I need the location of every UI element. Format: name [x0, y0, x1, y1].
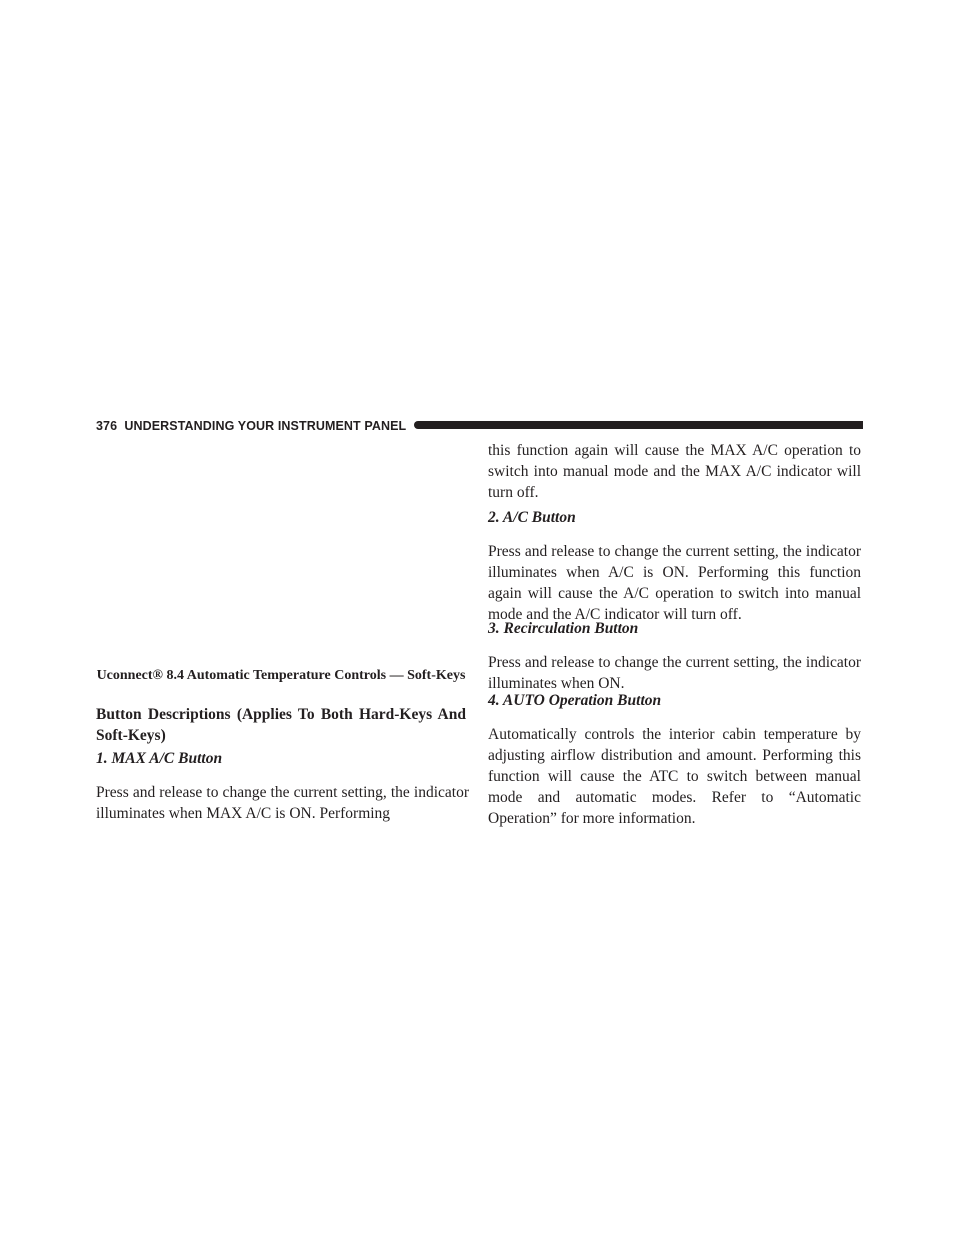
- item-body-ac: Press and release to change the current setting, the indicator illuminates when A/C is ON. Performing this function again will cause the A/C operation to switch into manual mode and the A/C indicator will turn off.: [488, 543, 861, 623]
- item-title-ac: 2. A/C Button: [488, 509, 576, 526]
- item-body-recirculation: Press and release to change the current setting, the indicator illuminates when ON.: [488, 654, 861, 692]
- item-body-max-ac-part2: this function again will cause the MAX A/C operation to switch into manual mode and the MAX A/C indicator will turn off.: [488, 442, 861, 501]
- page-number: 376: [96, 419, 118, 433]
- section-title: UNDERSTANDING YOUR INSTRUMENT PANEL: [124, 419, 407, 433]
- figure-caption: Uconnect® 8.4 Automatic Temperature Controls — Soft-Keys: [96, 668, 466, 683]
- item-body-auto: Automatically controls the interior cabin temperature by adjusting airflow distribution and amount. Performing this function will cause the ATC to switch between manual mode and automatic modes. Refer to “Automatic Operation” for more information.: [488, 726, 861, 827]
- header-rule: [414, 421, 863, 429]
- page-header: [96, 418, 863, 434]
- item-title-max-ac: 1. MAX A/C Button: [96, 750, 223, 767]
- item-title-recirculation: 3. Recirculation Button: [488, 620, 639, 637]
- header-text: [96, 418, 412, 434]
- item-title-auto: 4. AUTO Operation Button: [488, 692, 662, 709]
- section-heading: Button Descriptions (Applies To Both Hard-Keys And Soft-Keys): [96, 706, 466, 744]
- item-body-max-ac-part1: Press and release to change the current setting, the indicator illuminates when MAX A/C is ON. Performing: [96, 784, 469, 822]
